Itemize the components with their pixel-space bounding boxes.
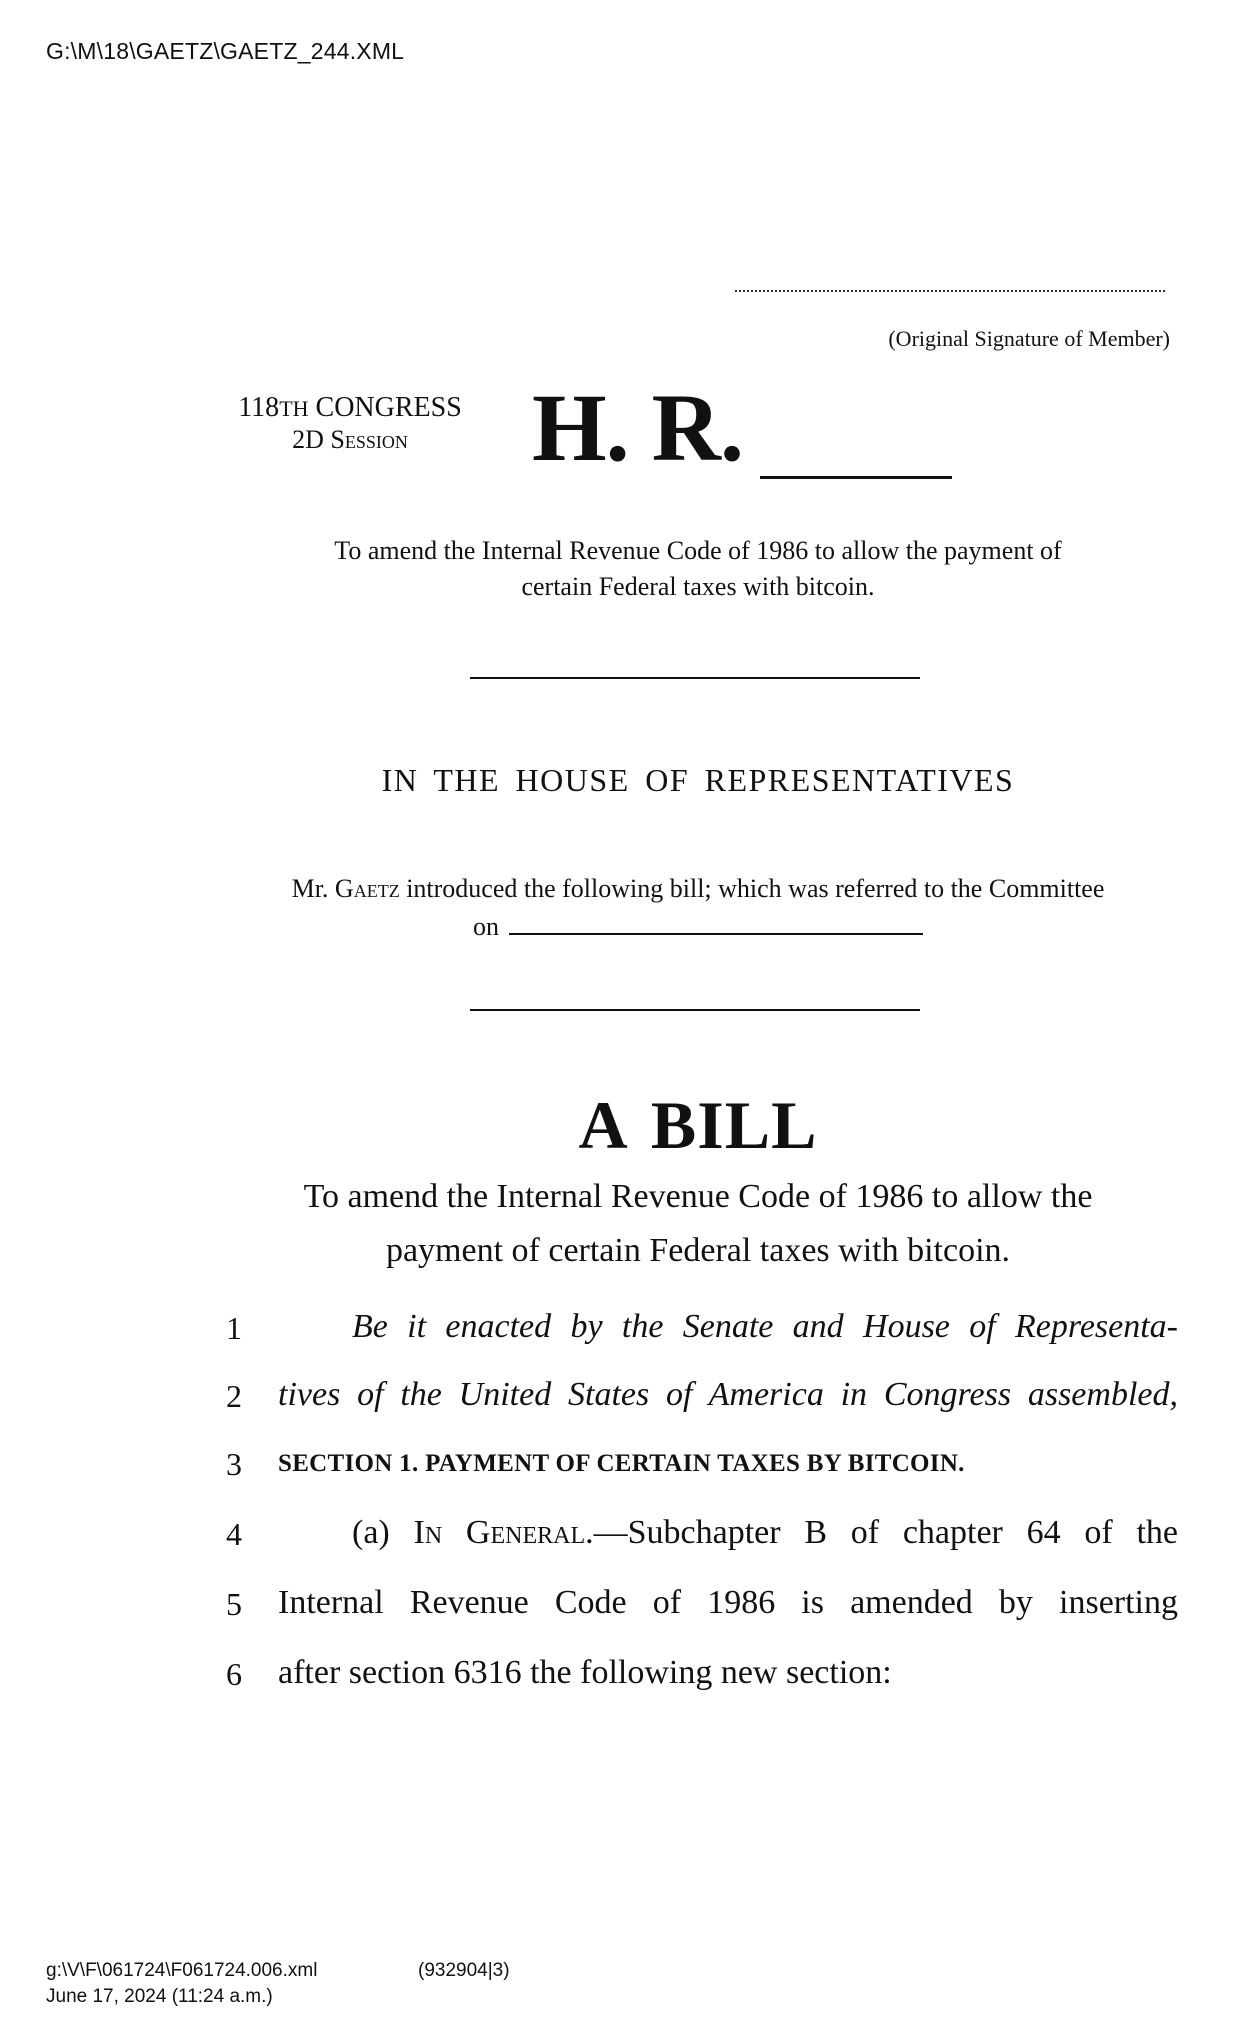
introduction-statement xyxy=(210,870,1186,946)
congress-number xyxy=(200,392,500,425)
introduction-text: introduced the following bill; which was referred to the Committee xyxy=(399,874,1105,903)
congress-number-suffix: TH xyxy=(279,396,309,421)
line-number: 3 xyxy=(226,1446,242,1482)
signature-label: (Original Signature of Member) xyxy=(888,326,1170,351)
sponsor-name: Gaetz xyxy=(334,874,400,903)
body-text-line-5: Internal Revenue Code of 1986 is amended by inserting xyxy=(278,1584,1178,1621)
short-title xyxy=(220,533,1176,605)
subsection-text: .—Subchapter B of chapter 64 of the xyxy=(585,1514,1178,1551)
congress-word: CONGRESS xyxy=(315,392,462,423)
divider-rule xyxy=(470,677,920,679)
committee-blank xyxy=(509,913,923,935)
header-file-path: G:\M\18\GAETZ\GAETZ_244.XML xyxy=(46,38,405,64)
section-heading: SECTION 1. PAYMENT OF CERTAIN TAXES BY BITCOIN. xyxy=(278,1450,965,1477)
session-number xyxy=(200,424,500,456)
introduction-prefix: Mr. xyxy=(291,874,335,903)
divider-rule xyxy=(470,1009,920,1011)
subsection-label: (a) xyxy=(352,1514,414,1551)
footer-document-id: (932904|3) xyxy=(418,1960,510,1981)
session-word: Session xyxy=(330,425,408,454)
footer-file-path: g:\V\F\061724\F061724.006.xml xyxy=(46,1960,318,1981)
subsection-a-line xyxy=(278,1514,1178,1552)
signature-line xyxy=(735,290,1165,292)
short-title-line-2: certain Federal taxes with bitcoin. xyxy=(521,572,875,601)
line-number: 6 xyxy=(226,1656,242,1692)
congress-number-value: 118 xyxy=(238,392,280,423)
footer-date: June 17, 2024 (11:24 a.m.) xyxy=(46,1986,273,2007)
subsection-heading: In General xyxy=(413,1514,586,1551)
long-title-line-1: To amend the Internal Revenue Code of 1986 to allow the xyxy=(303,1178,1093,1215)
short-title-line-1: To amend the Internal Revenue Code of 1986 to allow the payment of xyxy=(334,536,1062,565)
line-number: 1 xyxy=(226,1310,242,1346)
bill-number-blank xyxy=(760,476,952,479)
committee-on-label: on xyxy=(473,912,499,941)
bill-designation: H. R. xyxy=(532,374,743,481)
session-number-value: 2 xyxy=(292,425,306,454)
long-title-line-2: payment of certain Federal taxes with bitcoin. xyxy=(385,1232,1011,1269)
chamber-heading: IN THE HOUSE OF REPRESENTATIVES xyxy=(381,762,1015,798)
enacting-clause-line-1: Be it enacted by the Senate and House of Representa- xyxy=(352,1308,1178,1345)
enacting-clause-line-2: tives of the United States of America in Congress assembled, xyxy=(278,1376,1178,1413)
line-number: 2 xyxy=(226,1378,242,1414)
line-number: 4 xyxy=(226,1516,242,1552)
long-title xyxy=(200,1170,1196,1278)
session-number-suffix: D xyxy=(305,425,324,454)
line-number: 5 xyxy=(226,1586,242,1622)
a-bill-heading: A BILL xyxy=(578,1087,818,1163)
body-text-line-6: after section 6316 the following new section: xyxy=(278,1654,892,1691)
